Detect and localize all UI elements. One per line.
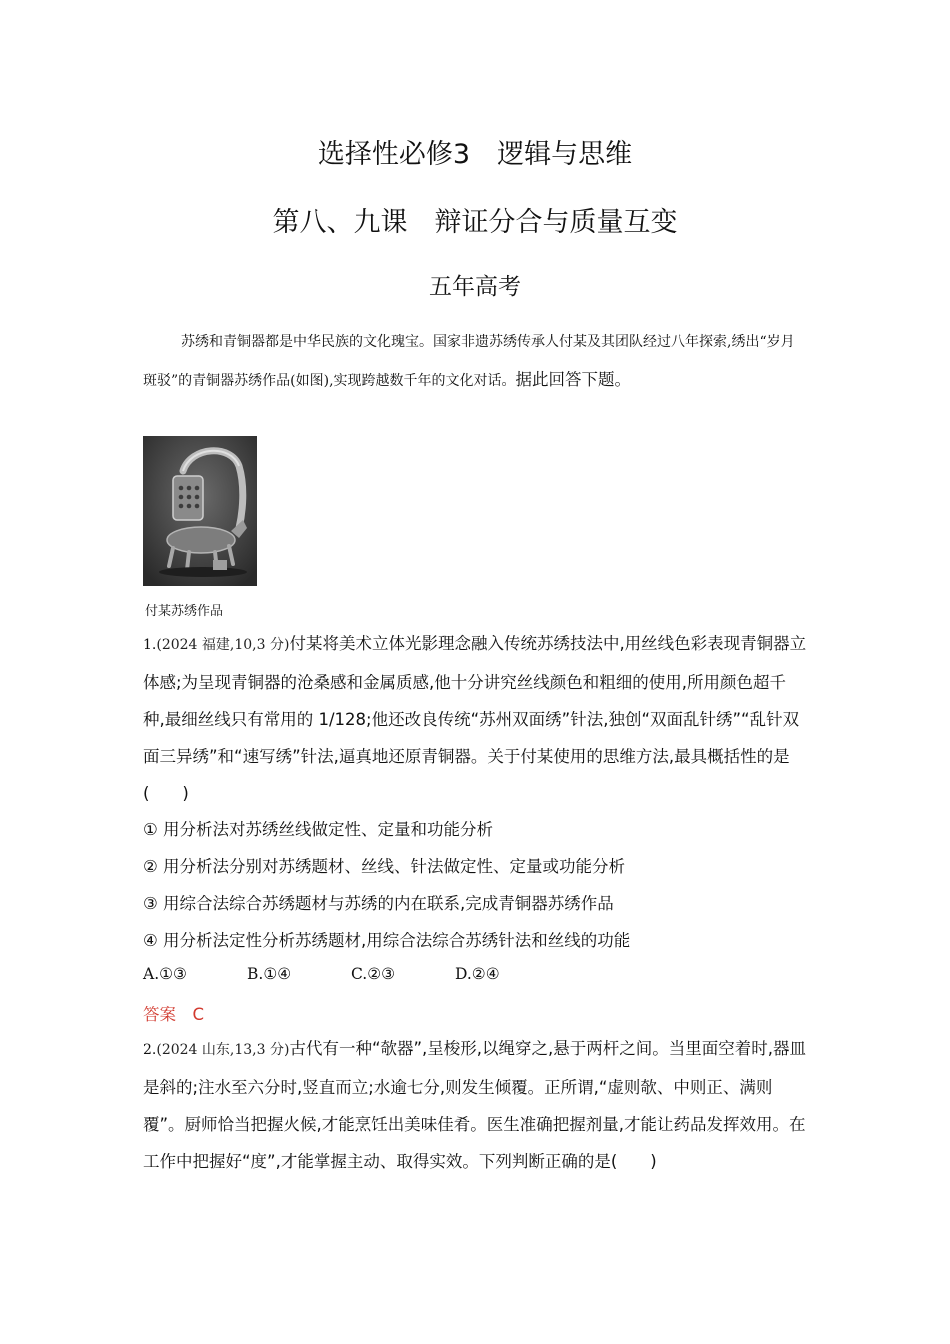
question-1-number: 1. bbox=[143, 637, 157, 653]
question-2-source: (2024 山东,13,3 分) bbox=[156, 1042, 290, 1058]
option-1: ① 用分析法对苏绣丝线做定性、定量和功能分析 bbox=[143, 820, 494, 839]
lesson-title: 第八、九课 辩证分合与质量互变 bbox=[272, 207, 678, 238]
choice-d: D.②④ bbox=[455, 965, 500, 983]
option-3: ③ 用综合法综合苏绣题材与苏绣的内在联系,完成青铜器苏绣作品 bbox=[143, 894, 614, 913]
intro-instruction: 据此回答下题。 bbox=[515, 370, 632, 389]
question-1 bbox=[143, 625, 807, 812]
figure-caption: 付某苏绣作品 bbox=[145, 604, 224, 619]
option-4: ④ 用分析法定性分析苏绣题材,用综合法综合苏绣针法和丝线的功能 bbox=[143, 931, 631, 950]
choice-b: B.①④ bbox=[247, 965, 292, 983]
answer-label: 答案 C bbox=[143, 1005, 205, 1024]
question-2 bbox=[143, 1030, 807, 1180]
embroidery-figure bbox=[143, 436, 257, 586]
question-1-source: (2024 福建,10,3 分) bbox=[156, 637, 290, 653]
bronze-embroidery-image bbox=[143, 436, 257, 586]
choice-a: A.①③ bbox=[143, 965, 187, 983]
choice-c: C.②③ bbox=[351, 965, 396, 983]
question-2-number: 2. bbox=[143, 1042, 157, 1058]
option-2: ② 用分析法分别对苏绣题材、丝线、针法做定性、定量或功能分析 bbox=[143, 857, 626, 876]
intro-paragraph bbox=[143, 322, 807, 400]
section-title: 五年高考 bbox=[429, 274, 521, 300]
intro-text: 苏绣和青铜器都是中华民族的文化瑰宝。国家非遗苏绣传承人付某及其团队经过八年探索,绣出“岁月斑驳”的青铜器苏绣作品(如图),实现跨越数千年的文化对话。 bbox=[143, 334, 795, 389]
book-title: 选择性必修3 逻辑与思维 bbox=[317, 139, 633, 170]
question-1-stem: 付某将美术立体光影理念融入传统苏绣技法中,用丝线色彩表现青铜器立体感;为呈现青铜器的沧桑感和金属质感,他十分讲究丝线颜色和粗细的使用,所用颜色超千种,最细丝线只有常用的 1/128;他还改良传统“苏州双面绣”针法,独创“双面乱针绣”“乱针双面三异绣”和“速写绣”针法,逼真地还原青铜器。关于付某使用的思维方法,最具概括性的是( ) bbox=[143, 634, 807, 803]
question-2-stem: 古代有一种“欹器”,呈梭形,以绳穿之,悬于两杆之间。当里面空着时,器皿是斜的;注水至六分时,竖直而立;水逾七分,则发生倾覆。正所谓,“虚则欹、中则正、满则覆”。厨师恰当把握火候,才能烹饪出美味佳肴。医生准确把握剂量,才能让药品发挥效用。在工作中把握好“度”,才能掌握主动、取得实效。下列判断正确的是( ) bbox=[143, 1039, 807, 1171]
answer-choices bbox=[143, 964, 559, 983]
